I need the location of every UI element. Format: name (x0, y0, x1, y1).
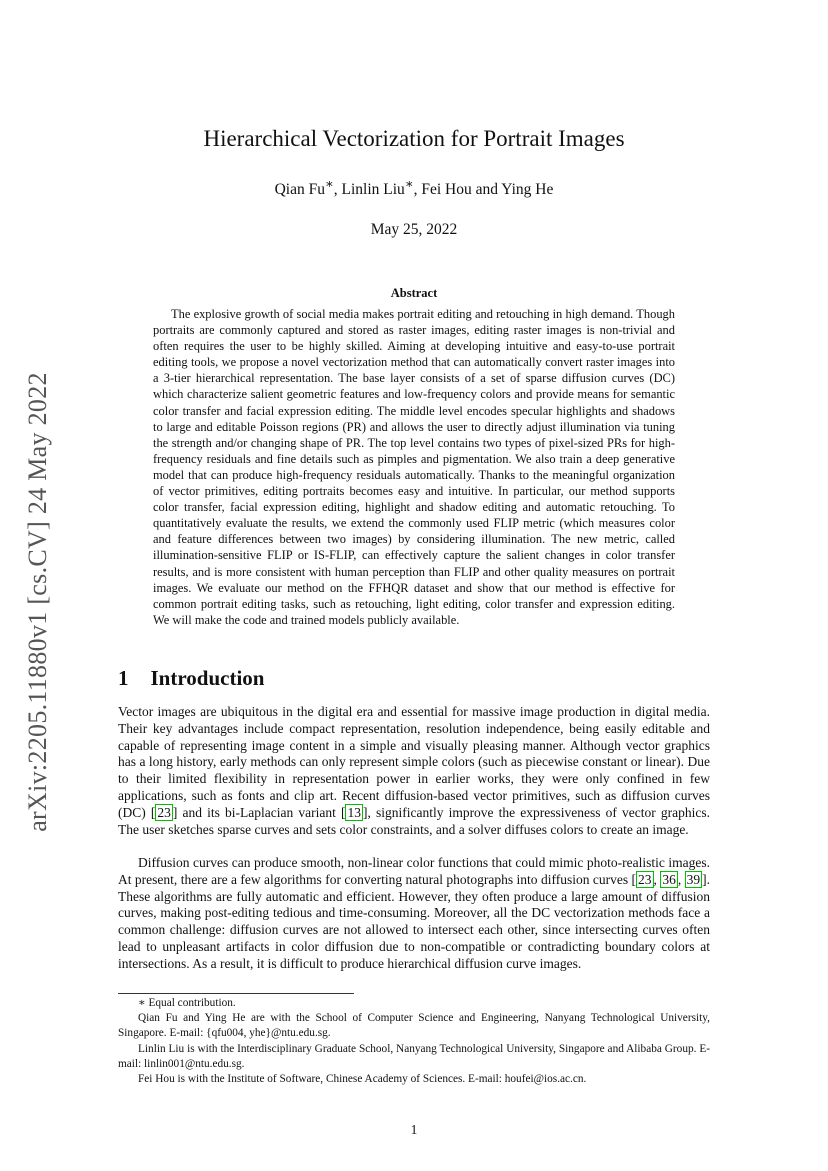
author-separator: , (413, 181, 422, 199)
author-3: Fei Hou (421, 181, 472, 199)
citation-link[interactable]: 23 (157, 804, 171, 820)
citation-link[interactable]: 36 (662, 871, 676, 887)
author-separator: and (471, 181, 502, 199)
arxiv-identifier-stamp (20, 352, 56, 852)
intro-paragraph-1: Vector images are ubiquitous in the digital era and essential for massive image production in digital media. Their key advantages include compact representation, resolution independence, being easily editable and capable of representing image content in a simple and visually pleasing manner. Although vector graphics has a long history, early methods can only represent simple colors (such as piecewise constant or linear). Due to their limited flexibility in representation power in earlier works, they were only confined in few applications, such as fonts and clip art. Recent diffusion-based vector primitives, such as diffusion curves (DC) [ 23 ] and its bi-Laplacian variant [ 13 ], significantly improve the expressiveness of vector graphics. The user sketches sparse curves and sets color constraints, and a solver diffuses colors to create an image. (118, 704, 710, 837)
citation-separator: , (677, 871, 685, 887)
footnote-affiliation-1: Qian Fu and Ying He are with the School of Computer Science and Engineering, Nanyang Technological University, Singapore. E-mail: {qfu004, yhe}@ntu.edu.sg. (118, 1012, 710, 1040)
citation-link[interactable]: 13 (347, 804, 361, 820)
abstract-heading: Abstract (390, 286, 438, 300)
author-separator: , (333, 181, 342, 199)
paragraph-text: and its bi-Laplacian variant (177, 804, 341, 820)
page-number: 1 (410, 1122, 418, 1137)
author-1: Qian Fu (274, 181, 325, 199)
section-heading (118, 666, 264, 691)
footnote-affiliation-2: Linlin Liu is with the Interdisciplinary Graduate School, Nanyang Technological University, Singapore and Alibaba Group. E-mail: linlin001@ntu.edu.sg. (118, 1042, 710, 1070)
equal-contribution-mark: ∗ (404, 176, 414, 191)
section-number: 1 (118, 666, 129, 690)
author-4: Ying He (501, 181, 554, 199)
arxiv-id-text: arXiv:2205.11880v1 [cs.CV] 24 May 2022 (23, 372, 53, 832)
citation-link[interactable]: 39 (686, 871, 701, 887)
intro-paragraph-2 (118, 855, 710, 973)
author-list (0, 176, 828, 199)
paragraph-text: , significantly improve the expressiveness of vector graphics. The user sketches sparse curves and sets color constraints, and a solver diffuses colors to create an image. (118, 804, 710, 837)
footnote-equal-contribution: ∗ Equal contribution. (138, 997, 236, 1009)
citation-link[interactable]: 23 (638, 871, 652, 887)
author-2: Linlin Liu (341, 181, 405, 199)
footnote-rule (118, 993, 354, 994)
citation-separator: , (653, 871, 661, 887)
abstract-body: The explosive growth of social media makes portrait editing and retouching in high demand. Though portraits are commonly captured and stored as raster images, editing raster images is non-trivial and often requires the user to be highly skilled. Aiming at developing intuitive and easy-to-use portrait editing tools, we propose a novel vectorization method that can automatically convert raster images into a 3-tier hierarchical representation. The base layer consists of a set of sparse diffusion curves (DC) which characterize salient geometric features and low-frequency colors and provide means for semantic color transfer and facial expression editing. The middle level encodes specular highlights and shadows to large and editable Poisson regions (PR) and allows the user to directly adjust illumination via tuning the strength and/or changing shape of PR. The top level contains two types of pixel-sized PRs for high-frequency residuals and fine details such as pimples and pigmentation. We also train a deep generative model that can produce high-frequency residuals automatically. Thanks to the meaningful organization of vector primitives, editing portraits becomes easy and intuitive. In particular, our method supports color transfer, facial expression editing, highlight and shadow editing and automatic retouching. To quantitatively evaluate the results, we extend the commonly used FLIP metric (which measures color and feature differences between two images) by considering illumination. The new metric, called illumination-sensitive FLIP or IS-FLIP, can effectively capture the salient changes in color transfer results, and is more consistent with human perception than FLIP and other quality measures on portrait images. We evaluate our method on the FFHQR dataset and show that our method is effective for common portrait editing tasks, such as retouching, light editing, color transfer and expression editing. We will make the code and trained models publicly available. (153, 307, 675, 627)
paper-title: Hierarchical Vectorization for Portrait Images (203, 126, 625, 151)
section-title: Introduction (150, 666, 265, 690)
footnotes (118, 996, 710, 1087)
equal-contribution-mark: ∗ (324, 176, 334, 191)
paragraph-text: Diffusion curves can produce smooth, non-linear color functions that could mimic photo-realistic images. At present, there are a few algorithms for converting natural photographs into diffusion curves [ (118, 855, 710, 887)
paragraph-text: Vector images are ubiquitous in the digital era and essential for massive image production in digital media. Their key advantages include compact representation, resolution independence, being easily editable and capable of representing image content in a simple and visually pleasing manner. Although vector graphics has a long history, early methods can only represent simple colors (such as piecewise constant or linear). Due to their limited flexibility in representation power in earlier works, they were only confined in few applications, such as fonts and clip art. Recent diffusion-based vector primitives, such as diffusion curves (DC) (118, 704, 710, 820)
paragraph-text: ]. These algorithms are fully automatic and efficient. However, they often produce a large amount of diffusion curves, making post-editing tedious and time-consuming. Moreover, all the DC vectorization methods face a common challenge: diffusion curves are not allowed to intersect each other, since intersecting curves often lead to unpleasant artifacts in color diffusion due to non-compatible or contradicting boundary colors at intersections. As a result, it is difficult to produce hierarchical diffusion curve images. (118, 871, 710, 971)
publication-date: May 25, 2022 (370, 221, 458, 238)
footnote-affiliation-3: Fei Hou is with the Institute of Software, Chinese Academy of Sciences. E-mail: houfei@ios.ac.cn. (138, 1073, 587, 1086)
